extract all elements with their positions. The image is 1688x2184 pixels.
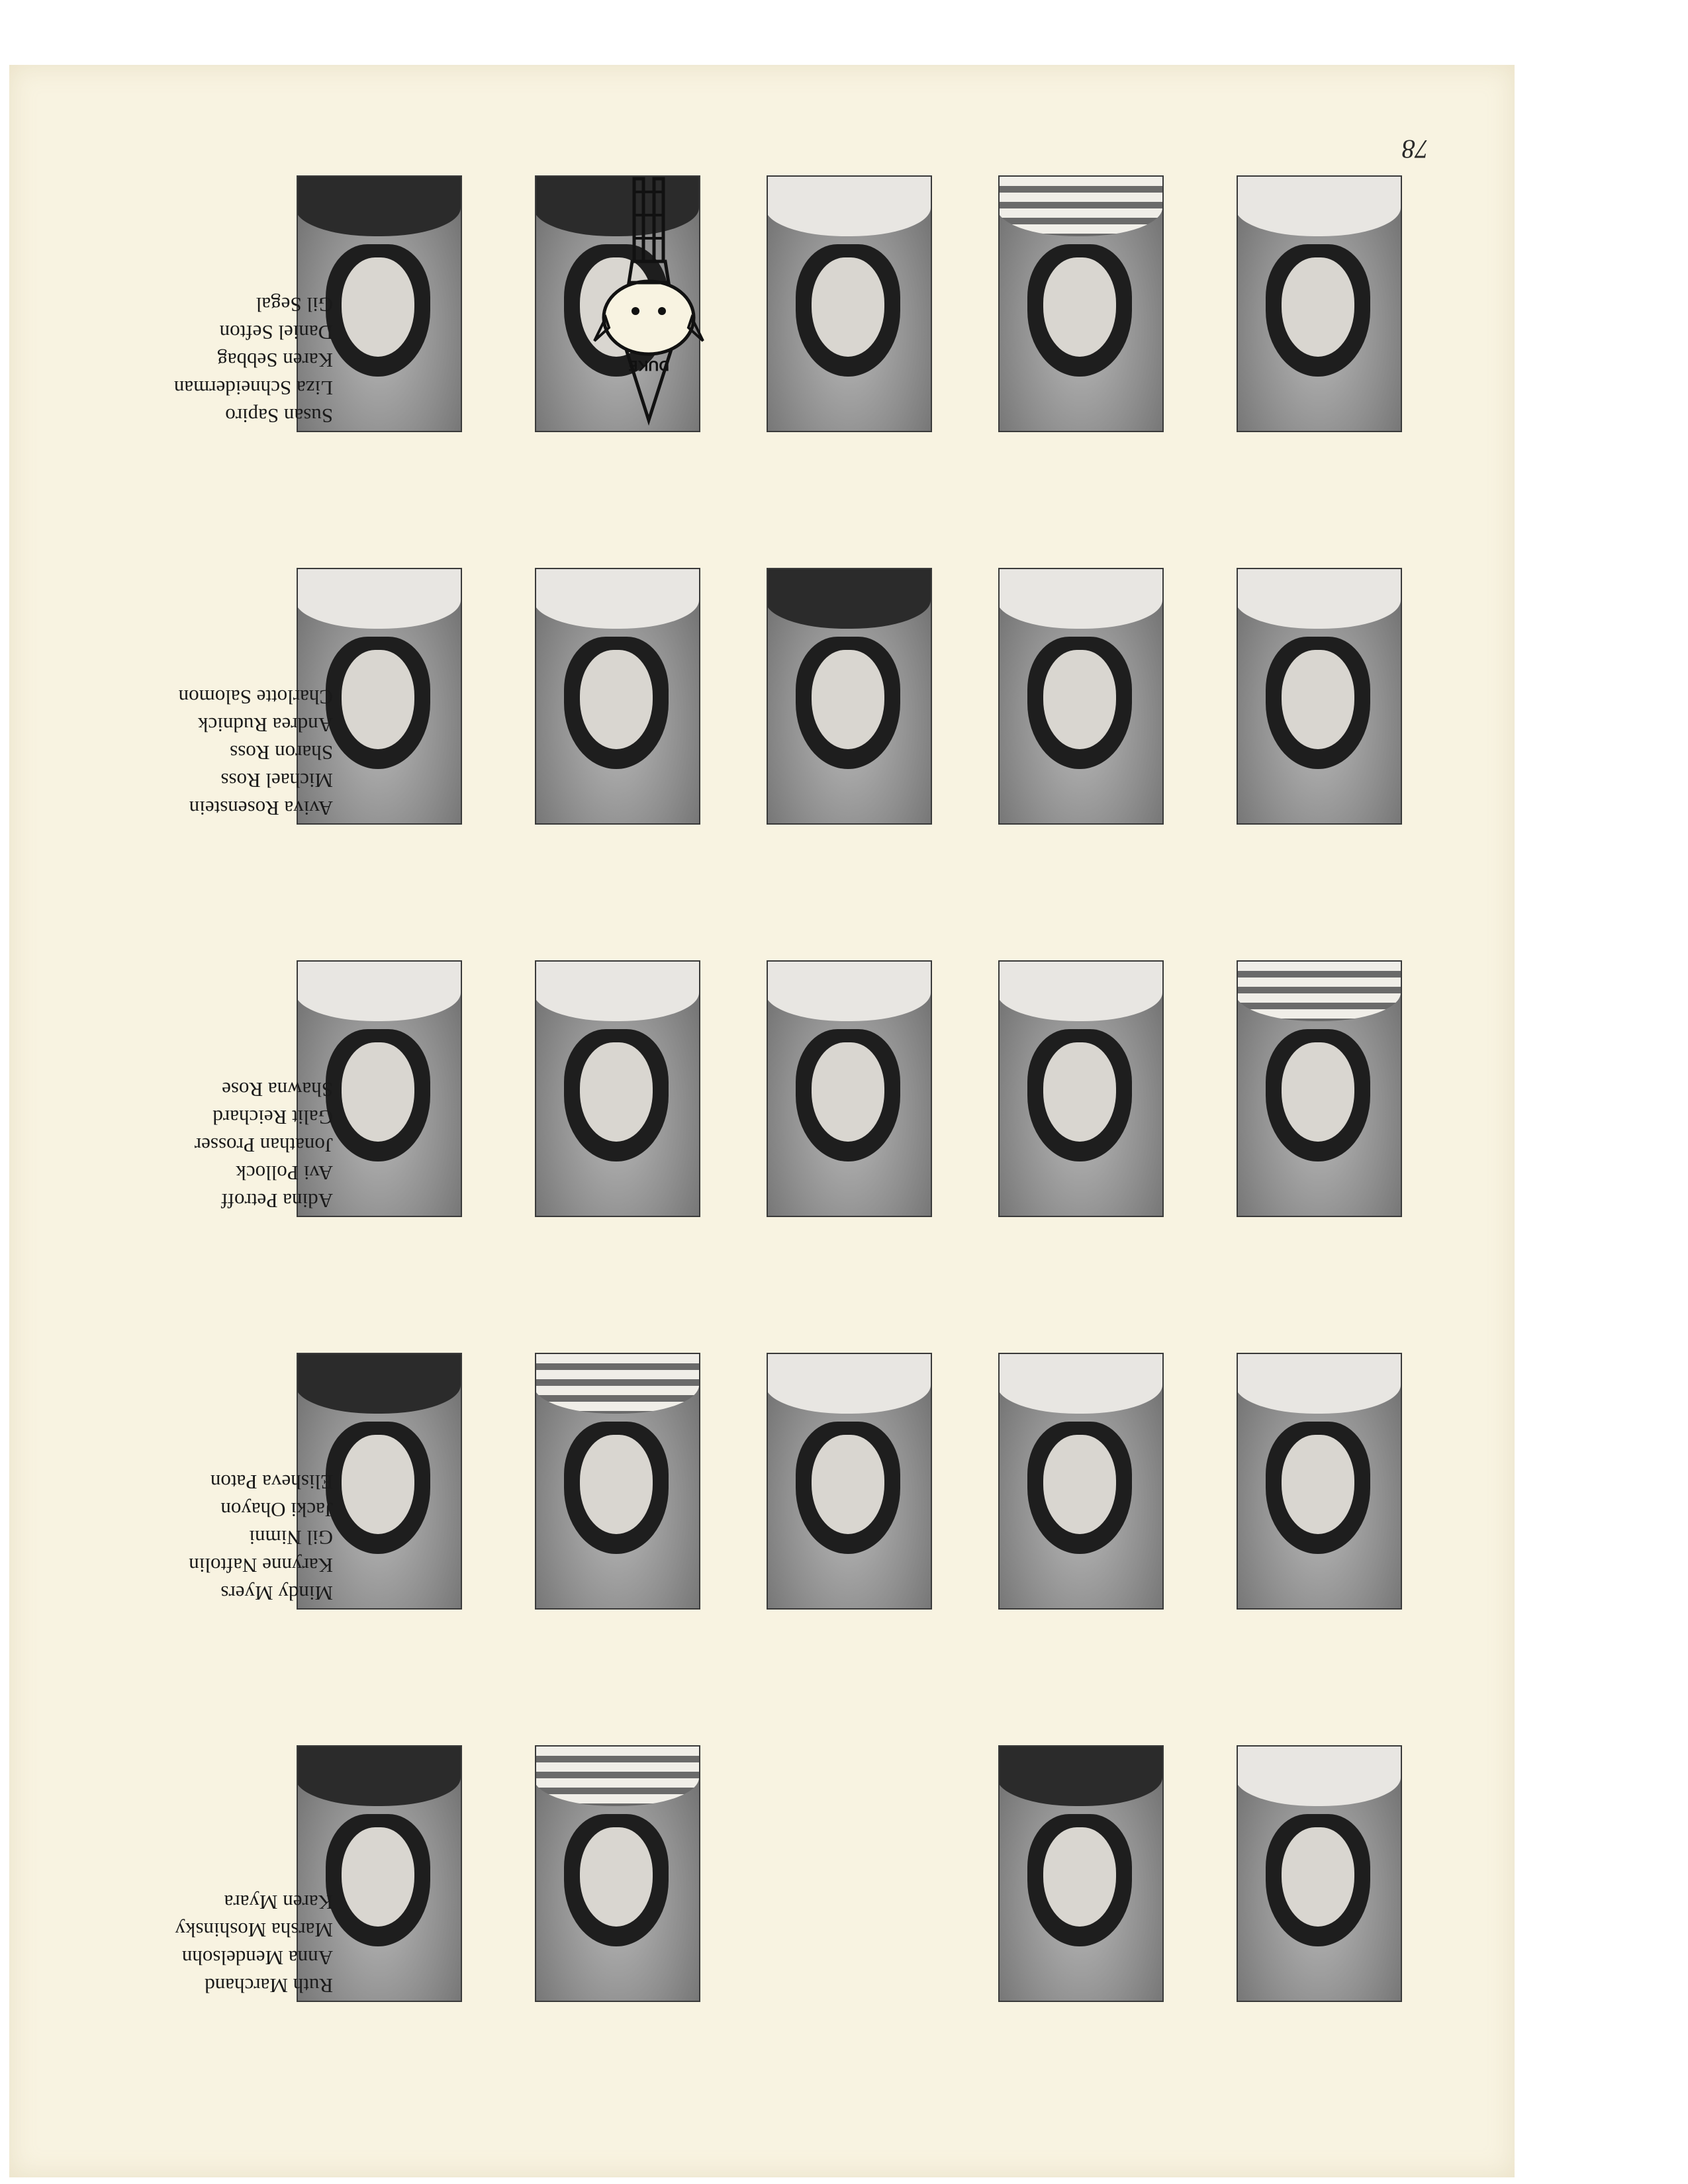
student-portrait — [998, 1353, 1164, 1610]
student-portrait — [535, 960, 700, 1217]
student-name: Elisheva Paton — [210, 1471, 333, 1494]
student-portrait — [1237, 568, 1402, 825]
student-name: Karen Sebbag — [217, 349, 333, 372]
student-portrait — [998, 568, 1164, 825]
student-name: Anna Mendelsohn — [181, 1946, 333, 1970]
student-name: Andrea Rudnick — [197, 713, 333, 737]
student-portrait — [1237, 175, 1402, 432]
student-name: Jacki Ohayon — [220, 1498, 333, 1522]
student-portrait — [1237, 1745, 1402, 2002]
student-portrait — [998, 960, 1164, 1217]
student-portrait — [767, 568, 932, 825]
student-name: Avi Pollock — [236, 1161, 333, 1185]
student-portrait — [767, 960, 932, 1217]
student-name: Aviva Rosenstein — [189, 797, 333, 820]
student-name: Gil Nimni — [249, 1526, 333, 1549]
student-portrait — [1237, 960, 1402, 1217]
name-list — [22, 683, 333, 822]
student-name: Jonathan Prosser — [194, 1134, 333, 1157]
name-list — [22, 1468, 333, 1607]
upside-down-page-content — [9, 65, 1515, 2177]
student-name: Galit Reichard — [212, 1106, 333, 1129]
student-name: Karynne Naftolin — [189, 1554, 333, 1577]
student-portrait — [1237, 1353, 1402, 1610]
duke-mascot-drawing — [589, 169, 708, 427]
mascot-label: DUKE — [628, 357, 670, 374]
name-list — [22, 1888, 333, 1999]
student-name: Gil Segal — [256, 293, 333, 316]
student-portrait — [535, 568, 700, 825]
student-portrait — [767, 175, 932, 432]
student-name: Mindy Myers — [220, 1582, 333, 1605]
name-list — [22, 291, 333, 430]
page-number: 78 — [1402, 134, 1429, 164]
student-portrait — [767, 1353, 932, 1610]
student-portrait — [998, 175, 1164, 432]
student-name: Liza Schneiderman — [173, 377, 333, 400]
student-portrait — [998, 1745, 1164, 2002]
student-name: Shawna Rose — [222, 1078, 333, 1101]
student-name: Susan Sapiro — [225, 404, 333, 428]
student-name: Charlotte Salomon — [178, 686, 333, 709]
student-name: Daniel Sefton — [219, 321, 333, 344]
name-list — [22, 1075, 333, 1214]
student-name: Karen Myara — [224, 1891, 333, 1914]
student-name: Ruth Marchand — [205, 1974, 333, 1997]
student-name: Sharon Ross — [230, 741, 333, 764]
student-name: Michael Ross — [220, 769, 333, 792]
student-name: Marsha Moshinsky — [175, 1919, 333, 1942]
portrait-grid — [9, 65, 1515, 2177]
student-portrait — [535, 1353, 700, 1610]
student-portrait — [535, 1745, 700, 2002]
yearbook-page — [9, 65, 1515, 2177]
student-name: Adina Petroff — [220, 1189, 333, 1212]
